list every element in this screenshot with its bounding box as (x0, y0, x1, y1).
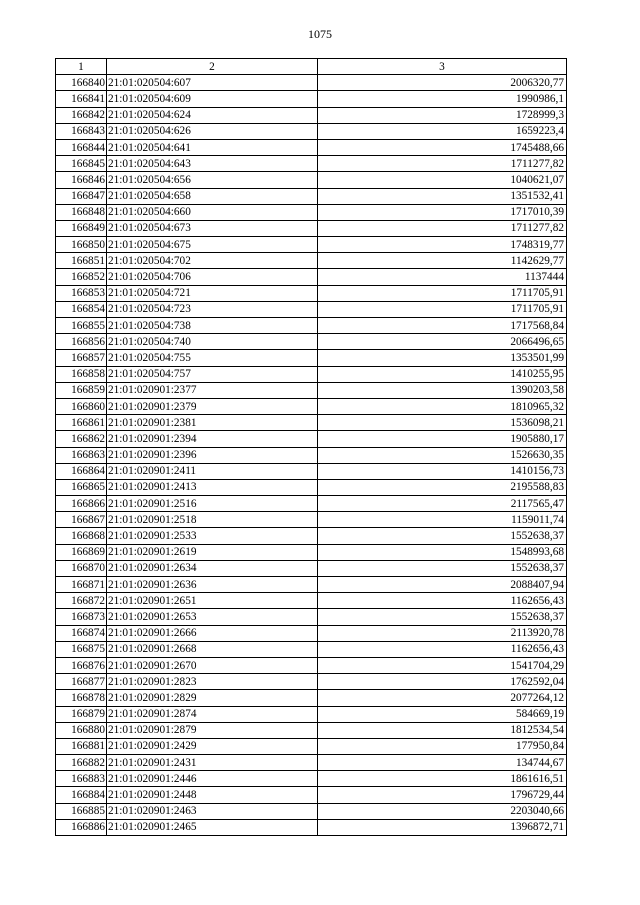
row-number-cell: 166845 (56, 156, 107, 172)
cadastral-number-cell: 21:01:020504:757 (107, 366, 318, 382)
cadastral-number-cell: 21:01:020504:609 (107, 91, 318, 107)
cadastral-number-cell: 21:01:020901:2413 (107, 479, 318, 495)
value-cell: 1137444 (318, 269, 567, 285)
value-cell: 1353501,99 (318, 350, 567, 366)
cadastral-number-cell: 21:01:020504:675 (107, 237, 318, 253)
row-number-cell: 166882 (56, 755, 107, 771)
table-row (56, 690, 567, 706)
cadastral-number-cell: 21:01:020504:673 (107, 220, 318, 236)
cadastral-number-cell: 21:01:020901:2431 (107, 755, 318, 771)
value-cell: 1717568,84 (318, 318, 567, 334)
value-cell: 1159011,74 (318, 512, 567, 528)
table-row (56, 755, 567, 771)
value-cell: 1162656,43 (318, 641, 567, 657)
cadastral-number-cell: 21:01:020504:626 (107, 123, 318, 139)
row-number-cell: 166851 (56, 253, 107, 269)
cadastral-number-cell: 21:01:020901:2670 (107, 657, 318, 673)
table-row (56, 544, 567, 560)
row-number-cell: 166872 (56, 593, 107, 609)
row-number-cell: 166846 (56, 172, 107, 188)
row-number-cell: 166855 (56, 318, 107, 334)
row-number-cell: 166868 (56, 528, 107, 544)
value-cell: 1711277,82 (318, 156, 567, 172)
row-number-cell: 166844 (56, 139, 107, 155)
table-row (56, 188, 567, 204)
cadastral-number-cell: 21:01:020504:607 (107, 75, 318, 91)
cadastral-number-cell: 21:01:020901:2396 (107, 447, 318, 463)
table-row (56, 75, 567, 91)
cadastral-number-cell: 21:01:020901:2463 (107, 803, 318, 819)
table-row (56, 479, 567, 495)
value-cell: 1162656,43 (318, 593, 567, 609)
cadastral-number-cell: 21:01:020901:2879 (107, 722, 318, 738)
table-row (56, 625, 567, 641)
cadastral-number-cell: 21:01:020504:641 (107, 139, 318, 155)
table-body (56, 75, 567, 836)
column-header-3: 3 (318, 59, 567, 75)
row-number-cell: 166874 (56, 625, 107, 641)
table-row (56, 528, 567, 544)
column-header-2: 2 (107, 59, 318, 75)
value-cell: 2077264,12 (318, 690, 567, 706)
value-cell: 1905880,17 (318, 431, 567, 447)
table-row (56, 771, 567, 787)
value-cell: 1351532,41 (318, 188, 567, 204)
row-number-cell: 166842 (56, 107, 107, 123)
table-row (56, 253, 567, 269)
cadastral-number-cell: 21:01:020901:2465 (107, 819, 318, 835)
value-cell: 2195588,83 (318, 479, 567, 495)
row-number-cell: 166864 (56, 463, 107, 479)
value-cell: 1717010,39 (318, 204, 567, 220)
value-cell: 1711277,82 (318, 220, 567, 236)
table-row (56, 609, 567, 625)
table-row (56, 398, 567, 414)
table-row (56, 204, 567, 220)
table-row (56, 447, 567, 463)
table-row (56, 269, 567, 285)
table-row (56, 722, 567, 738)
table-row (56, 318, 567, 334)
cadastral-number-cell: 21:01:020901:2429 (107, 738, 318, 754)
cadastral-number-cell: 21:01:020504:624 (107, 107, 318, 123)
value-cell: 1711705,91 (318, 301, 567, 317)
row-number-cell: 166878 (56, 690, 107, 706)
cadastral-number-cell: 21:01:020901:2874 (107, 706, 318, 722)
cadastral-number-cell: 21:01:020901:2381 (107, 415, 318, 431)
table-row (56, 139, 567, 155)
table-row (56, 463, 567, 479)
table-row (56, 123, 567, 139)
table-row (56, 350, 567, 366)
row-number-cell: 166884 (56, 787, 107, 803)
table-row (56, 382, 567, 398)
row-number-cell: 166881 (56, 738, 107, 754)
table-row (56, 156, 567, 172)
table-row (56, 738, 567, 754)
row-number-cell: 166869 (56, 544, 107, 560)
row-number-cell: 166847 (56, 188, 107, 204)
row-number-cell: 166879 (56, 706, 107, 722)
row-number-cell: 166865 (56, 479, 107, 495)
table-row (56, 91, 567, 107)
table-header (56, 59, 567, 75)
row-number-cell: 166875 (56, 641, 107, 657)
table-row (56, 496, 567, 512)
table-row (56, 803, 567, 819)
row-number-cell: 166871 (56, 577, 107, 593)
row-number-cell: 166885 (56, 803, 107, 819)
row-number-cell: 166841 (56, 91, 107, 107)
row-number-cell: 166859 (56, 382, 107, 398)
table-row (56, 107, 567, 123)
row-number-cell: 166853 (56, 285, 107, 301)
table-row (56, 560, 567, 576)
row-number-cell: 166861 (56, 415, 107, 431)
row-number-cell: 166866 (56, 496, 107, 512)
value-cell: 1711705,91 (318, 285, 567, 301)
row-number-cell: 166843 (56, 123, 107, 139)
cadastral-number-cell: 21:01:020901:2651 (107, 593, 318, 609)
cadastral-number-cell: 21:01:020901:2636 (107, 577, 318, 593)
value-cell: 1526630,35 (318, 447, 567, 463)
table-row (56, 706, 567, 722)
cadastral-number-cell: 21:01:020901:2619 (107, 544, 318, 560)
value-cell: 1552638,37 (318, 528, 567, 544)
value-cell: 1745488,66 (318, 139, 567, 155)
value-cell: 1396872,71 (318, 819, 567, 835)
cadastral-number-cell: 21:01:020901:2446 (107, 771, 318, 787)
value-cell: 1796729,44 (318, 787, 567, 803)
cadastral-number-cell: 21:01:020901:2379 (107, 398, 318, 414)
value-cell: 1410156,73 (318, 463, 567, 479)
cadastral-number-cell: 21:01:020504:721 (107, 285, 318, 301)
value-cell: 177950,84 (318, 738, 567, 754)
table-row (56, 577, 567, 593)
table-row (56, 301, 567, 317)
row-number-cell: 166886 (56, 819, 107, 835)
cadastral-number-cell: 21:01:020901:2516 (107, 496, 318, 512)
row-number-cell: 166852 (56, 269, 107, 285)
cadastral-number-cell: 21:01:020901:2518 (107, 512, 318, 528)
table-row (56, 431, 567, 447)
cadastral-number-cell: 21:01:020901:2666 (107, 625, 318, 641)
column-header-1: 1 (56, 59, 107, 75)
cadastral-number-cell: 21:01:020504:740 (107, 334, 318, 350)
value-cell: 1541704,29 (318, 657, 567, 673)
row-number-cell: 166850 (56, 237, 107, 253)
cadastral-number-cell: 21:01:020504:706 (107, 269, 318, 285)
table-row (56, 237, 567, 253)
value-cell: 1990986,1 (318, 91, 567, 107)
cadastral-number-cell: 21:01:020901:2394 (107, 431, 318, 447)
cadastral-number-cell: 21:01:020504:660 (107, 204, 318, 220)
value-cell: 1810965,32 (318, 398, 567, 414)
value-cell: 2117565,47 (318, 496, 567, 512)
data-table (55, 58, 567, 836)
value-cell: 2203040,66 (318, 803, 567, 819)
row-number-cell: 166880 (56, 722, 107, 738)
table-row (56, 220, 567, 236)
value-cell: 1410255,95 (318, 366, 567, 382)
table-row (56, 366, 567, 382)
cadastral-number-cell: 21:01:020901:2533 (107, 528, 318, 544)
cadastral-number-cell: 21:01:020504:656 (107, 172, 318, 188)
table-row (56, 285, 567, 301)
cadastral-number-cell: 21:01:020901:2634 (107, 560, 318, 576)
row-number-cell: 166883 (56, 771, 107, 787)
row-number-cell: 166867 (56, 512, 107, 528)
table-row (56, 674, 567, 690)
cadastral-number-cell: 21:01:020504:702 (107, 253, 318, 269)
value-cell: 2066496,65 (318, 334, 567, 350)
row-number-cell: 166877 (56, 674, 107, 690)
value-cell: 1728999,3 (318, 107, 567, 123)
value-cell: 1390203,58 (318, 382, 567, 398)
value-cell: 1536098,21 (318, 415, 567, 431)
row-number-cell: 166857 (56, 350, 107, 366)
table-row (56, 593, 567, 609)
cadastral-number-cell: 21:01:020901:2653 (107, 609, 318, 625)
table-row (56, 787, 567, 803)
row-number-cell: 166840 (56, 75, 107, 91)
cadastral-number-cell: 21:01:020901:2411 (107, 463, 318, 479)
row-number-cell: 166873 (56, 609, 107, 625)
value-cell: 1552638,37 (318, 609, 567, 625)
row-number-cell: 166876 (56, 657, 107, 673)
table-row (56, 415, 567, 431)
cadastral-number-cell: 21:01:020901:2448 (107, 787, 318, 803)
value-cell: 2006320,77 (318, 75, 567, 91)
row-number-cell: 166862 (56, 431, 107, 447)
row-number-cell: 166858 (56, 366, 107, 382)
value-cell: 134744,67 (318, 755, 567, 771)
table-row (56, 819, 567, 835)
value-cell: 584669,19 (318, 706, 567, 722)
cadastral-number-cell: 21:01:020504:643 (107, 156, 318, 172)
cadastral-number-cell: 21:01:020901:2377 (107, 382, 318, 398)
row-number-cell: 166856 (56, 334, 107, 350)
table-row (56, 641, 567, 657)
value-cell: 2113920,78 (318, 625, 567, 641)
value-cell: 1748319,77 (318, 237, 567, 253)
cadastral-number-cell: 21:01:020901:2823 (107, 674, 318, 690)
cadastral-number-cell: 21:01:020901:2829 (107, 690, 318, 706)
row-number-cell: 166860 (56, 398, 107, 414)
value-cell: 1548993,68 (318, 544, 567, 560)
cadastral-number-cell: 21:01:020901:2668 (107, 641, 318, 657)
cadastral-number-cell: 21:01:020504:755 (107, 350, 318, 366)
value-cell: 1040621,07 (318, 172, 567, 188)
value-cell: 1552638,37 (318, 560, 567, 576)
value-cell: 1812534,54 (318, 722, 567, 738)
header-row (56, 59, 567, 75)
cadastral-number-cell: 21:01:020504:658 (107, 188, 318, 204)
cadastral-number-cell: 21:01:020504:738 (107, 318, 318, 334)
row-number-cell: 166870 (56, 560, 107, 576)
table-row (56, 512, 567, 528)
table-row (56, 334, 567, 350)
cadastral-number-cell: 21:01:020504:723 (107, 301, 318, 317)
row-number-cell: 166863 (56, 447, 107, 463)
value-cell: 1659223,4 (318, 123, 567, 139)
value-cell: 1762592,04 (318, 674, 567, 690)
row-number-cell: 166849 (56, 220, 107, 236)
row-number-cell: 166854 (56, 301, 107, 317)
page-number: 1075 (308, 27, 332, 41)
value-cell: 1142629,77 (318, 253, 567, 269)
value-cell: 1861616,51 (318, 771, 567, 787)
value-cell: 2088407,94 (318, 577, 567, 593)
table-row (56, 657, 567, 673)
table-row (56, 172, 567, 188)
row-number-cell: 166848 (56, 204, 107, 220)
